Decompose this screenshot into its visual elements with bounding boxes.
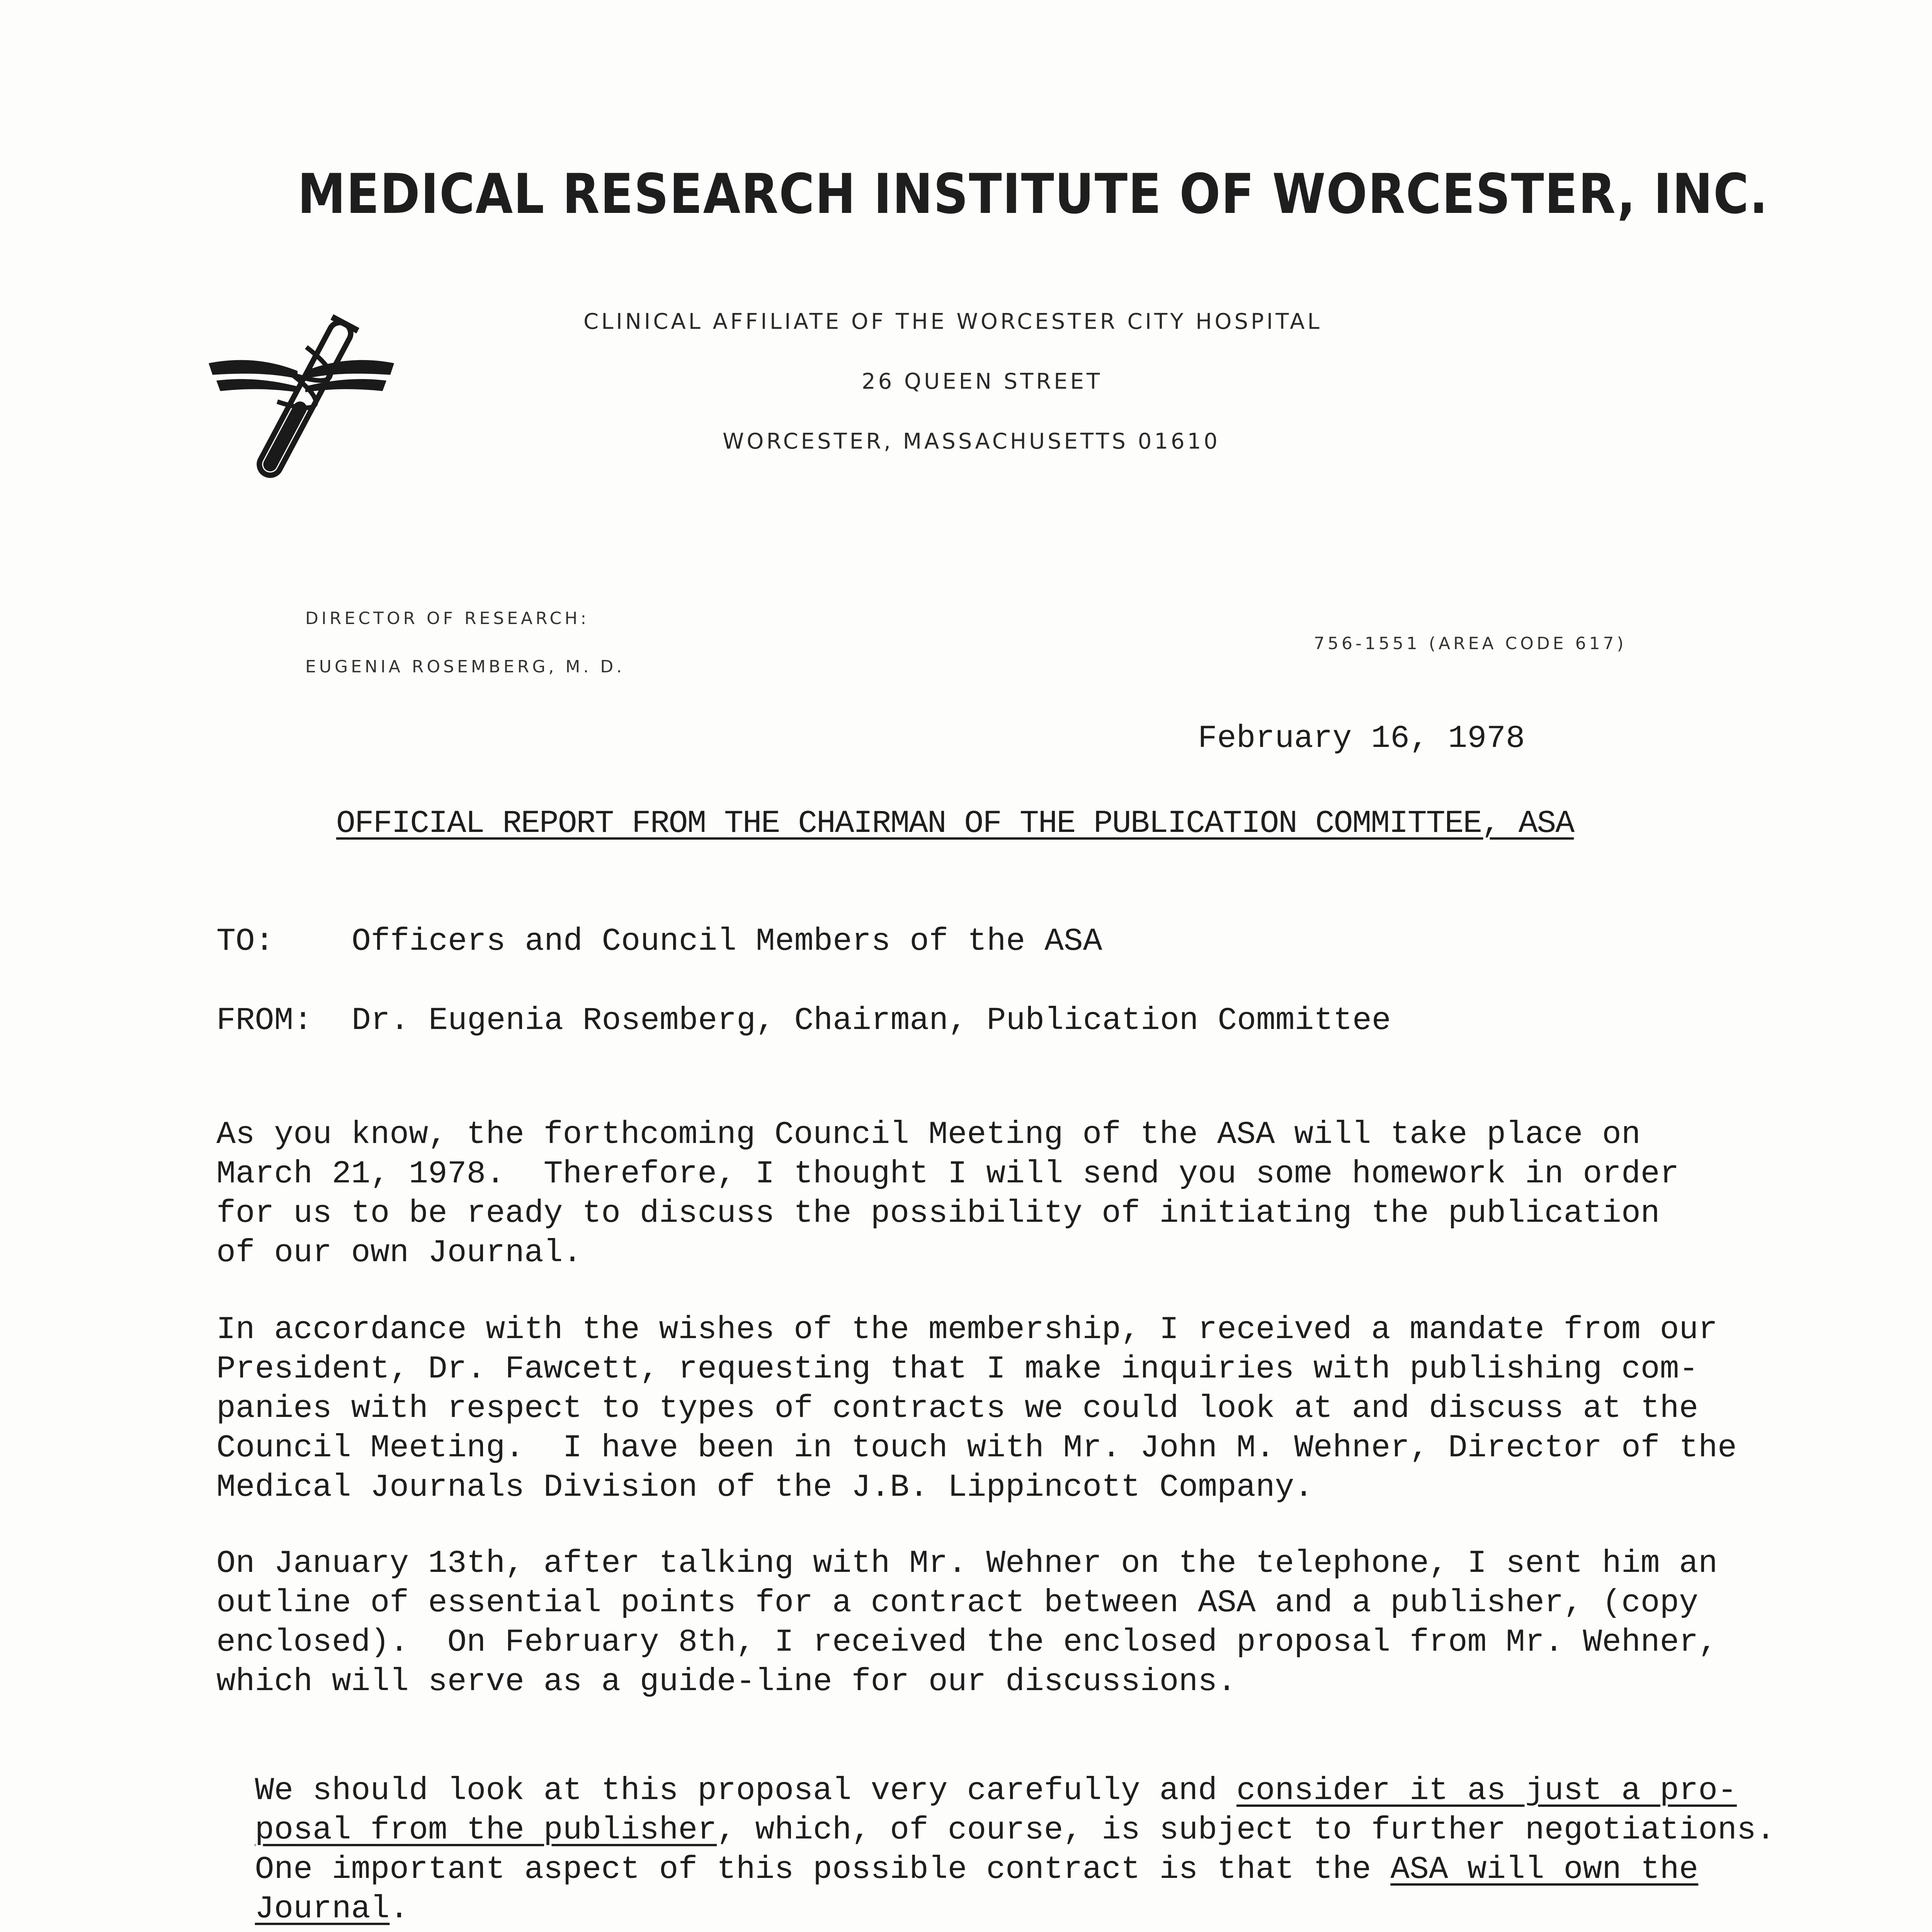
body-text-span: . — [389, 1891, 409, 1927]
body-line: As you know, the forthcoming Council Meeting of the ASA will take place on — [216, 1116, 1641, 1153]
body-text-span: One important aspect of this possible contract is that the — [255, 1851, 1391, 1888]
body-line: Medical Journals Division of the J.B. Lippincott Company. — [216, 1469, 1314, 1505]
phone-number: 756-1551 (AREA CODE 617) — [1314, 634, 1627, 653]
body-line: On January 13th, after talking with Mr. Wehner on the telephone, I sent him an — [216, 1545, 1718, 1582]
body-line: President, Dr. Fawcett, requesting that I make inquiries with publishing com- — [216, 1351, 1699, 1387]
body-line — [216, 1861, 409, 1925]
underlined-phrase: Journal — [255, 1891, 390, 1927]
body-line: which will serve as a guide-line for our discussions. — [216, 1663, 1236, 1700]
body-line: for us to be ready to discuss the possibility of initiating the publication — [216, 1195, 1660, 1231]
body-line: panies with respect to types of contracts we could look at and discuss at the — [216, 1390, 1699, 1427]
report-title: OFFICIAL REPORT FROM THE CHAIRMAN OF THE PUBLICATION COMMITTEE, ASA — [336, 805, 1574, 842]
body-line: enclosed). On February 8th, I received the enclosed proposal from Mr. Wehner, — [216, 1624, 1718, 1660]
body-line: of our own Journal. — [216, 1235, 582, 1271]
director-name: EUGENIA ROSEMBERG, M. D. — [305, 657, 625, 677]
body-line: March 21, 1978. Therefore, I thought I will send you some homework in order — [216, 1156, 1679, 1192]
body-line: outline of essential points for a contract between ASA and a publisher, (copy — [216, 1585, 1699, 1621]
to-label: TO: — [216, 923, 274, 959]
letter-date: February 16, 1978 — [1198, 720, 1525, 757]
from-label: FROM: — [216, 1002, 313, 1039]
body-line: Council Meeting. I have been in touch with Mr. John M. Wehner, Director of the — [216, 1430, 1737, 1466]
body-line — [216, 1821, 1698, 1886]
city-address: WORCESTER, MASSACHUSETTS 01610 — [723, 429, 1220, 454]
body-text-span: , which, of course, is subject to further negotiations. — [717, 1812, 1776, 1848]
underlined-phrase: consider it as just a pro- — [1236, 1772, 1737, 1809]
director-label: DIRECTOR OF RESEARCH: — [305, 609, 590, 628]
street-address: 26 QUEEN STREET — [862, 369, 1103, 394]
org-name: MEDICAL RESEARCH INSTITUTE OF WORCESTER, INC. — [298, 162, 1769, 226]
to-value: Officers and Council Members of the ASA — [352, 923, 1102, 959]
body-line: In accordance with the wishes of the membership, I received a mandate from our — [216, 1311, 1718, 1348]
affiliate-line: CLINICAL AFFILIATE OF THE WORCESTER CITY HOSPITAL — [583, 309, 1322, 334]
body-text-span: We should look at this proposal very carefully and — [255, 1772, 1236, 1809]
from-value: Dr. Eugenia Rosemberg, Chairman, Publication Committee — [352, 1002, 1391, 1039]
caduceus-logo-icon — [201, 305, 402, 502]
underlined-phrase: ASA will own the — [1390, 1851, 1699, 1888]
underlined-phrase: posal from the publisher — [255, 1812, 717, 1848]
